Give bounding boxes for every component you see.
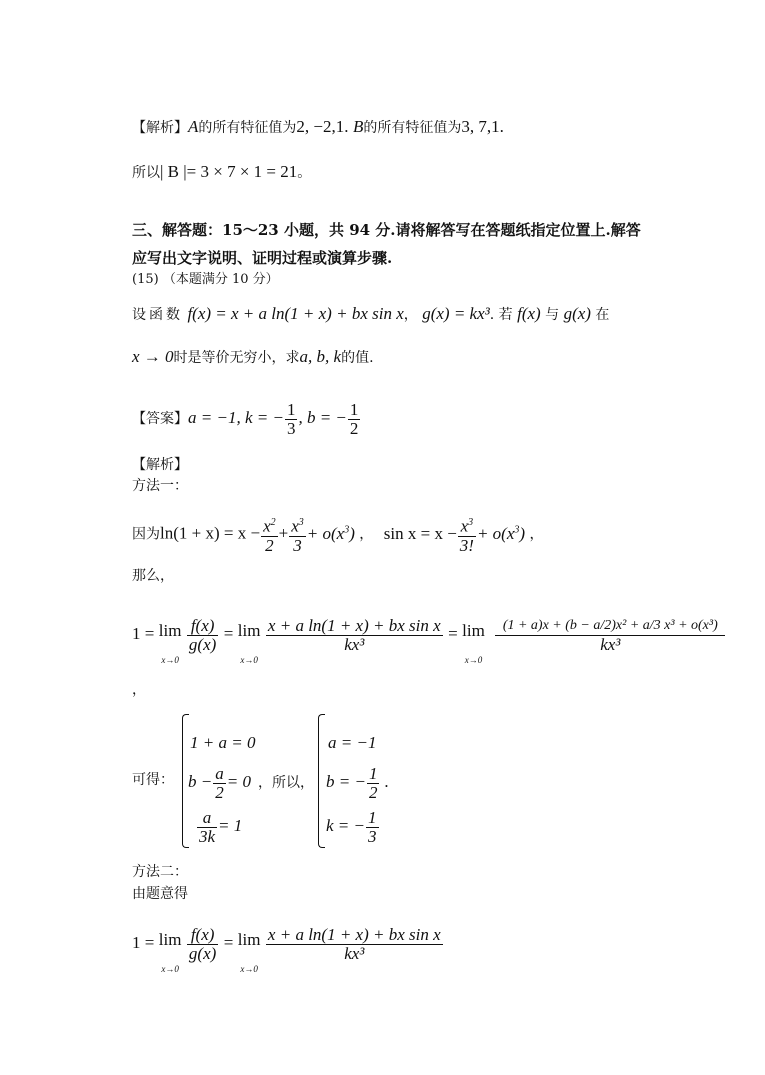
answer-line	[132, 398, 361, 439]
nameme: 那么，	[132, 568, 174, 584]
expand-frac	[495, 617, 725, 654]
sys2-l3	[326, 806, 380, 846]
frac-f-2: f(x)	[187, 926, 218, 945]
matrix-b: B	[352, 117, 364, 136]
q15-abk: a, b, k	[299, 347, 342, 366]
a-eig-values: 2, −2,1.	[296, 117, 349, 136]
q15-comma: ，	[403, 307, 418, 323]
q15-f: f(x) = x + a ln(1 + x) + bx sin x	[187, 304, 404, 323]
a-over-3k: $\frac{a}{3k}$	[199, 807, 216, 846]
method-2: 方法二：	[132, 864, 188, 880]
section3-title-text: 三、解答题：15～23 小题，共 94 分.请将解答写在答题纸指定位置上.解答	[132, 221, 641, 239]
sys1-l2a: b −	[188, 772, 213, 791]
sys2-b: b = −	[326, 772, 366, 791]
q15-x-to-0: x → 0	[132, 347, 174, 366]
taylor-sin: sin x = x −	[383, 523, 457, 543]
section3-title-2	[132, 248, 392, 268]
sys2-k-frac: $\frac{1}{3}$	[368, 807, 377, 846]
q15-end: 的值.	[341, 350, 374, 366]
lim-word: lim	[158, 621, 182, 640]
q15-header: (15) （本题满分 10 分）	[132, 272, 279, 287]
comma-line: ，	[132, 682, 146, 698]
lim-sub-2: x→0	[240, 655, 258, 665]
eq2-one: 1 =	[132, 933, 155, 952]
lim-sub: x→0	[161, 655, 179, 665]
x3-over-3fact: $\frac{x^3}{3!}$	[458, 514, 476, 555]
det-line	[132, 162, 311, 183]
main-num: x + a ln(1 + x) + bx sin x	[267, 615, 441, 635]
answer-b-frac	[348, 401, 361, 438]
main-den-2: kx³	[344, 943, 365, 963]
a-over-2: $\frac{a}{2}$	[215, 763, 224, 802]
main-frac	[266, 617, 443, 654]
b-eig-values: 3, 7,1.	[461, 117, 504, 136]
sys1-l2	[188, 762, 251, 802]
yinwei: 因为	[132, 526, 160, 543]
sys1-l3	[196, 806, 242, 846]
lim-word-2: lim	[237, 621, 261, 640]
frac-f: f(x)	[187, 617, 218, 636]
section3-title-text-2: 应写出文字说明、证明过程或演算步骤.	[132, 249, 393, 267]
answer-b: , b = −	[298, 408, 347, 427]
sys1-l2b: = 0	[226, 772, 251, 791]
eigen-line	[132, 117, 504, 138]
sys2-k: k = −	[326, 816, 365, 835]
sys2-l1: a = −1	[328, 733, 377, 752]
q15-g: g(x) = kx³	[422, 304, 490, 323]
taylor-ln: ln(1 + x) = x −	[160, 523, 261, 543]
q15-prefix: 设函数	[132, 307, 183, 323]
b-num: 1	[349, 399, 359, 419]
expand-den: kx³	[600, 634, 621, 654]
method-1: 方法一：	[132, 478, 188, 494]
lim-word-3: lim	[462, 621, 485, 640]
matrix-a: A	[188, 117, 199, 136]
sys1-l1: 1 + a = 0	[190, 733, 256, 752]
jiexi-2: 【解析】	[132, 457, 188, 473]
k-den: 3	[286, 418, 296, 438]
lim-5	[238, 915, 261, 973]
x3-over-3: $\frac{x^3}{3}$	[289, 514, 306, 555]
b-eig-text: 的所有特征值为	[363, 120, 462, 136]
q15-ruo: . 若	[489, 307, 513, 323]
det-b: | B |= 3 × 7 × 1 = 21	[160, 162, 298, 181]
q15-gx: g(x)	[563, 304, 591, 323]
expand-num: (1 + a)x + (b − a/2)x² + a/3 x³ + o(x³)	[495, 617, 725, 636]
sys2-b-frac: $\frac{1}{2}$	[368, 763, 378, 802]
eq1-one: 1 =	[132, 624, 155, 643]
lim-2	[238, 606, 261, 664]
q15-stmt	[132, 304, 609, 325]
kede: 可得：	[132, 772, 174, 788]
frac-g: g(x)	[188, 634, 217, 654]
lim-sub-5: x→0	[240, 964, 258, 974]
answer-k-frac	[285, 401, 298, 438]
lim-sub-4: x→0	[161, 964, 179, 974]
k-num: 1	[286, 399, 296, 419]
q15-text: 时是等价无穷小，求	[173, 350, 300, 366]
lim-word-4: lim	[158, 930, 182, 949]
lim-sub-3: x→0	[464, 655, 483, 665]
eq-limit-2: 1 = lim x→0 $\frac{f(x)}{g(x)}$ = lim x→0 $\frac{\text{x + a ln(1 + x) + bx sin x}}{\text{kx³}}$	[132, 915, 444, 973]
lim-3	[462, 606, 485, 664]
lim-1	[159, 606, 182, 664]
main-num-2: x + a ln(1 + x) + bx sin x	[267, 924, 441, 944]
answer-a: a = −1, k = −	[188, 408, 284, 427]
suoyi: 所以	[132, 165, 160, 181]
x2-over-2: $\frac{x^2}{2}$	[261, 514, 278, 555]
eq-limit-1: 1 = lim x→0 $\frac{f(x)}{g(x)}$ = lim x→0 $\frac{\text{x + a ln(1 + x) + bx sin x}}{\text{kx³}}$ = lim x→0 $\frac{\text{(1 + a)x + (b − a/2)x² + a/3 x³ + o(x³)}}{\text{kx³}}$	[132, 606, 726, 664]
q15-zai: 在	[595, 307, 610, 323]
main-frac-2	[266, 926, 443, 963]
youtiyi: 由题意得	[132, 886, 188, 902]
det-end: 。	[297, 165, 312, 181]
lim-4	[159, 915, 182, 973]
lim-word-5: lim	[237, 930, 261, 949]
jiexi-label: 【解析】	[132, 120, 188, 136]
section3-title	[132, 220, 641, 240]
b-den: 2	[349, 418, 359, 438]
q15-yu: 与	[545, 307, 560, 323]
suoyi-2: ，所以，	[258, 775, 314, 791]
sys1-l3b: = 1	[218, 816, 243, 835]
taylor-line: 因为ln(1 + x) = x − $\frac{x^2}{2}$ + $\frac{x^3}{3}$ + $o(x^3)$ ， sin x = x − $\frac{x^3}{3!}$ + $o(x^3)$ ，	[132, 510, 544, 555]
f-over-g	[187, 617, 218, 654]
a-eig-text: 的所有特征值为	[198, 120, 297, 136]
main-den: kx³	[344, 634, 365, 654]
brace-2	[318, 714, 325, 848]
answer-label: 【答案】	[132, 411, 188, 427]
q15-fx: f(x)	[517, 304, 541, 323]
frac-g-2: g(x)	[188, 943, 217, 963]
sys2-l2: b = − $\frac{1}{2}$ .	[326, 763, 389, 802]
q15-stmt-2	[132, 347, 374, 368]
f-over-g-2	[187, 926, 218, 963]
